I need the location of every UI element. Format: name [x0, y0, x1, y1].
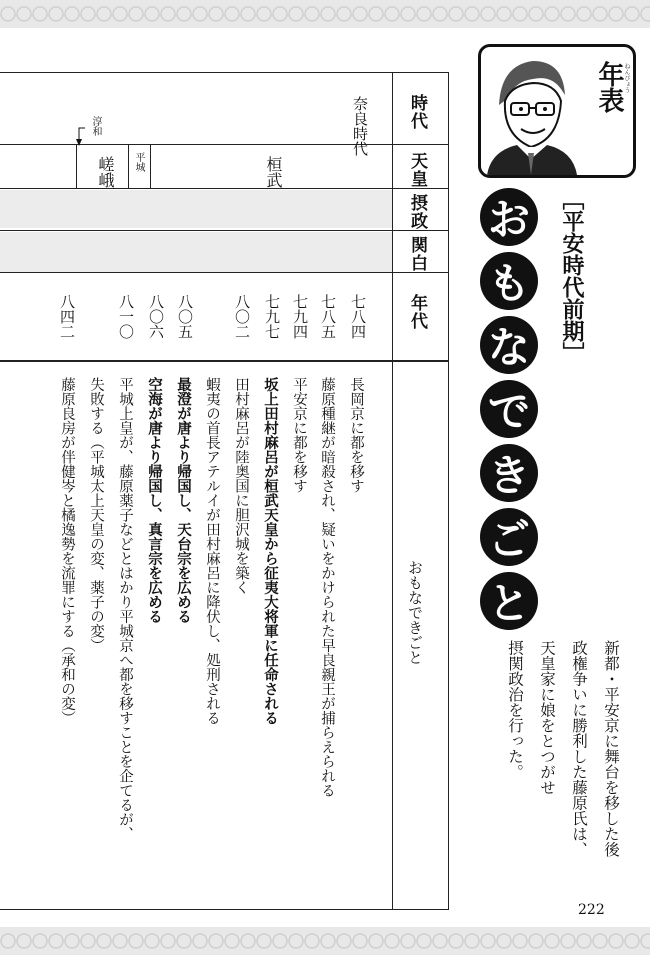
page-number: 222	[578, 902, 605, 918]
year-797: 七九七	[263, 294, 281, 339]
year-802: 八〇二	[233, 294, 251, 339]
border-kanpaku-nendai	[0, 272, 449, 273]
year-785: 七八五	[319, 294, 337, 339]
event-806: 空海が唐より帰国し、真言宗を広める	[146, 377, 162, 624]
event-842: 藤原良房が伴健岑と橘逸勢を流罪にする（承和の変）	[59, 377, 75, 725]
event-802b: 蝦夷の首長アテルイが田村麻呂に降伏し、処刑される	[204, 377, 220, 725]
nenpyo-title: 年表	[594, 61, 624, 113]
year-794: 七九四	[291, 294, 309, 339]
table-bottom-border	[0, 909, 449, 910]
description-line-2: 政権争いに勝利した藤原氏は、	[570, 640, 588, 857]
emperor-kanmu: 桓武	[264, 156, 283, 188]
year-806: 八〇六	[147, 294, 165, 339]
title-char-ki: き	[480, 444, 538, 502]
header-kanpaku: 関白	[407, 236, 427, 272]
event-797: 坂上田村麻呂が桓武天皇から征夷大将軍に任命される	[262, 377, 278, 725]
border-sessho-kanpaku	[0, 230, 449, 231]
jidai-nara: 奈良時代	[351, 96, 369, 156]
year-784: 七八四	[349, 294, 367, 339]
border-jidai-tenno	[0, 144, 449, 145]
author-portrait-box	[478, 44, 636, 178]
title-char-to: と	[480, 572, 538, 630]
title-char-mo: も	[480, 252, 538, 310]
emperor-junna: 淳和	[90, 116, 101, 136]
tenno-divider-2	[128, 144, 129, 188]
period-bracket-title: ［平安時代前期］	[559, 188, 584, 364]
title-char-o: お	[480, 188, 538, 246]
event-810a: 平城上皇が、藤原薬子などとはかり平城京へ都を移すことを企てるが、	[117, 377, 133, 841]
top-pattern-band	[0, 0, 650, 28]
year-810: 八一〇	[117, 294, 135, 339]
header-nendai: 年代	[407, 294, 427, 330]
header-tenno: 天皇	[407, 152, 427, 188]
table-top-border	[0, 72, 449, 73]
year-805: 八〇五	[176, 294, 194, 339]
bottom-pattern-band	[0, 927, 650, 955]
emperor-saga: 嵯峨	[96, 156, 115, 188]
description-line-4: 摂関政治を行った。	[506, 640, 524, 780]
border-nendai-dekigoto	[0, 360, 449, 362]
title-char-de: で	[480, 380, 538, 438]
junna-arrow-icon	[73, 124, 103, 148]
header-jidai: 時代	[407, 94, 427, 130]
header-col-border	[392, 72, 393, 910]
event-805: 最澄が唐より帰国し、天台宗を広める	[175, 377, 191, 624]
header-dekigoto: おもなできごと	[406, 560, 424, 665]
tenno-divider-3	[150, 144, 151, 188]
title-char-na: な	[480, 316, 538, 374]
event-784: 長岡京に都を移す	[348, 377, 364, 493]
outer-right-border	[448, 72, 449, 910]
year-842: 八四二	[58, 294, 76, 339]
description-line-3: 天皇家に娘をとつがせ	[538, 640, 556, 795]
nenpyo-ruby: ねんぴょう	[623, 63, 630, 93]
header-sessho: 摂政	[407, 194, 427, 230]
sessho-row-bg	[0, 190, 392, 228]
event-785: 藤原種継が暗殺され、疑いをかけられた早良親王が捕らえられる	[319, 377, 335, 798]
event-802a: 田村麻呂が陸奥国に胆沢城を築く	[233, 377, 249, 595]
timeline-table	[0, 72, 450, 910]
title-char-go: ご	[480, 508, 538, 566]
event-794: 平安京に都を移す	[291, 377, 307, 493]
event-810b: 失敗する（平城太上天皇の変、薬子の変）	[88, 377, 104, 653]
description-line-1: 新都・平安京に舞台を移した後	[602, 640, 620, 857]
kanpaku-row-bg	[0, 232, 392, 272]
tenno-divider-1	[76, 144, 77, 188]
border-tenno-sessho	[0, 188, 449, 189]
emperor-heizei: 平城	[133, 152, 144, 172]
